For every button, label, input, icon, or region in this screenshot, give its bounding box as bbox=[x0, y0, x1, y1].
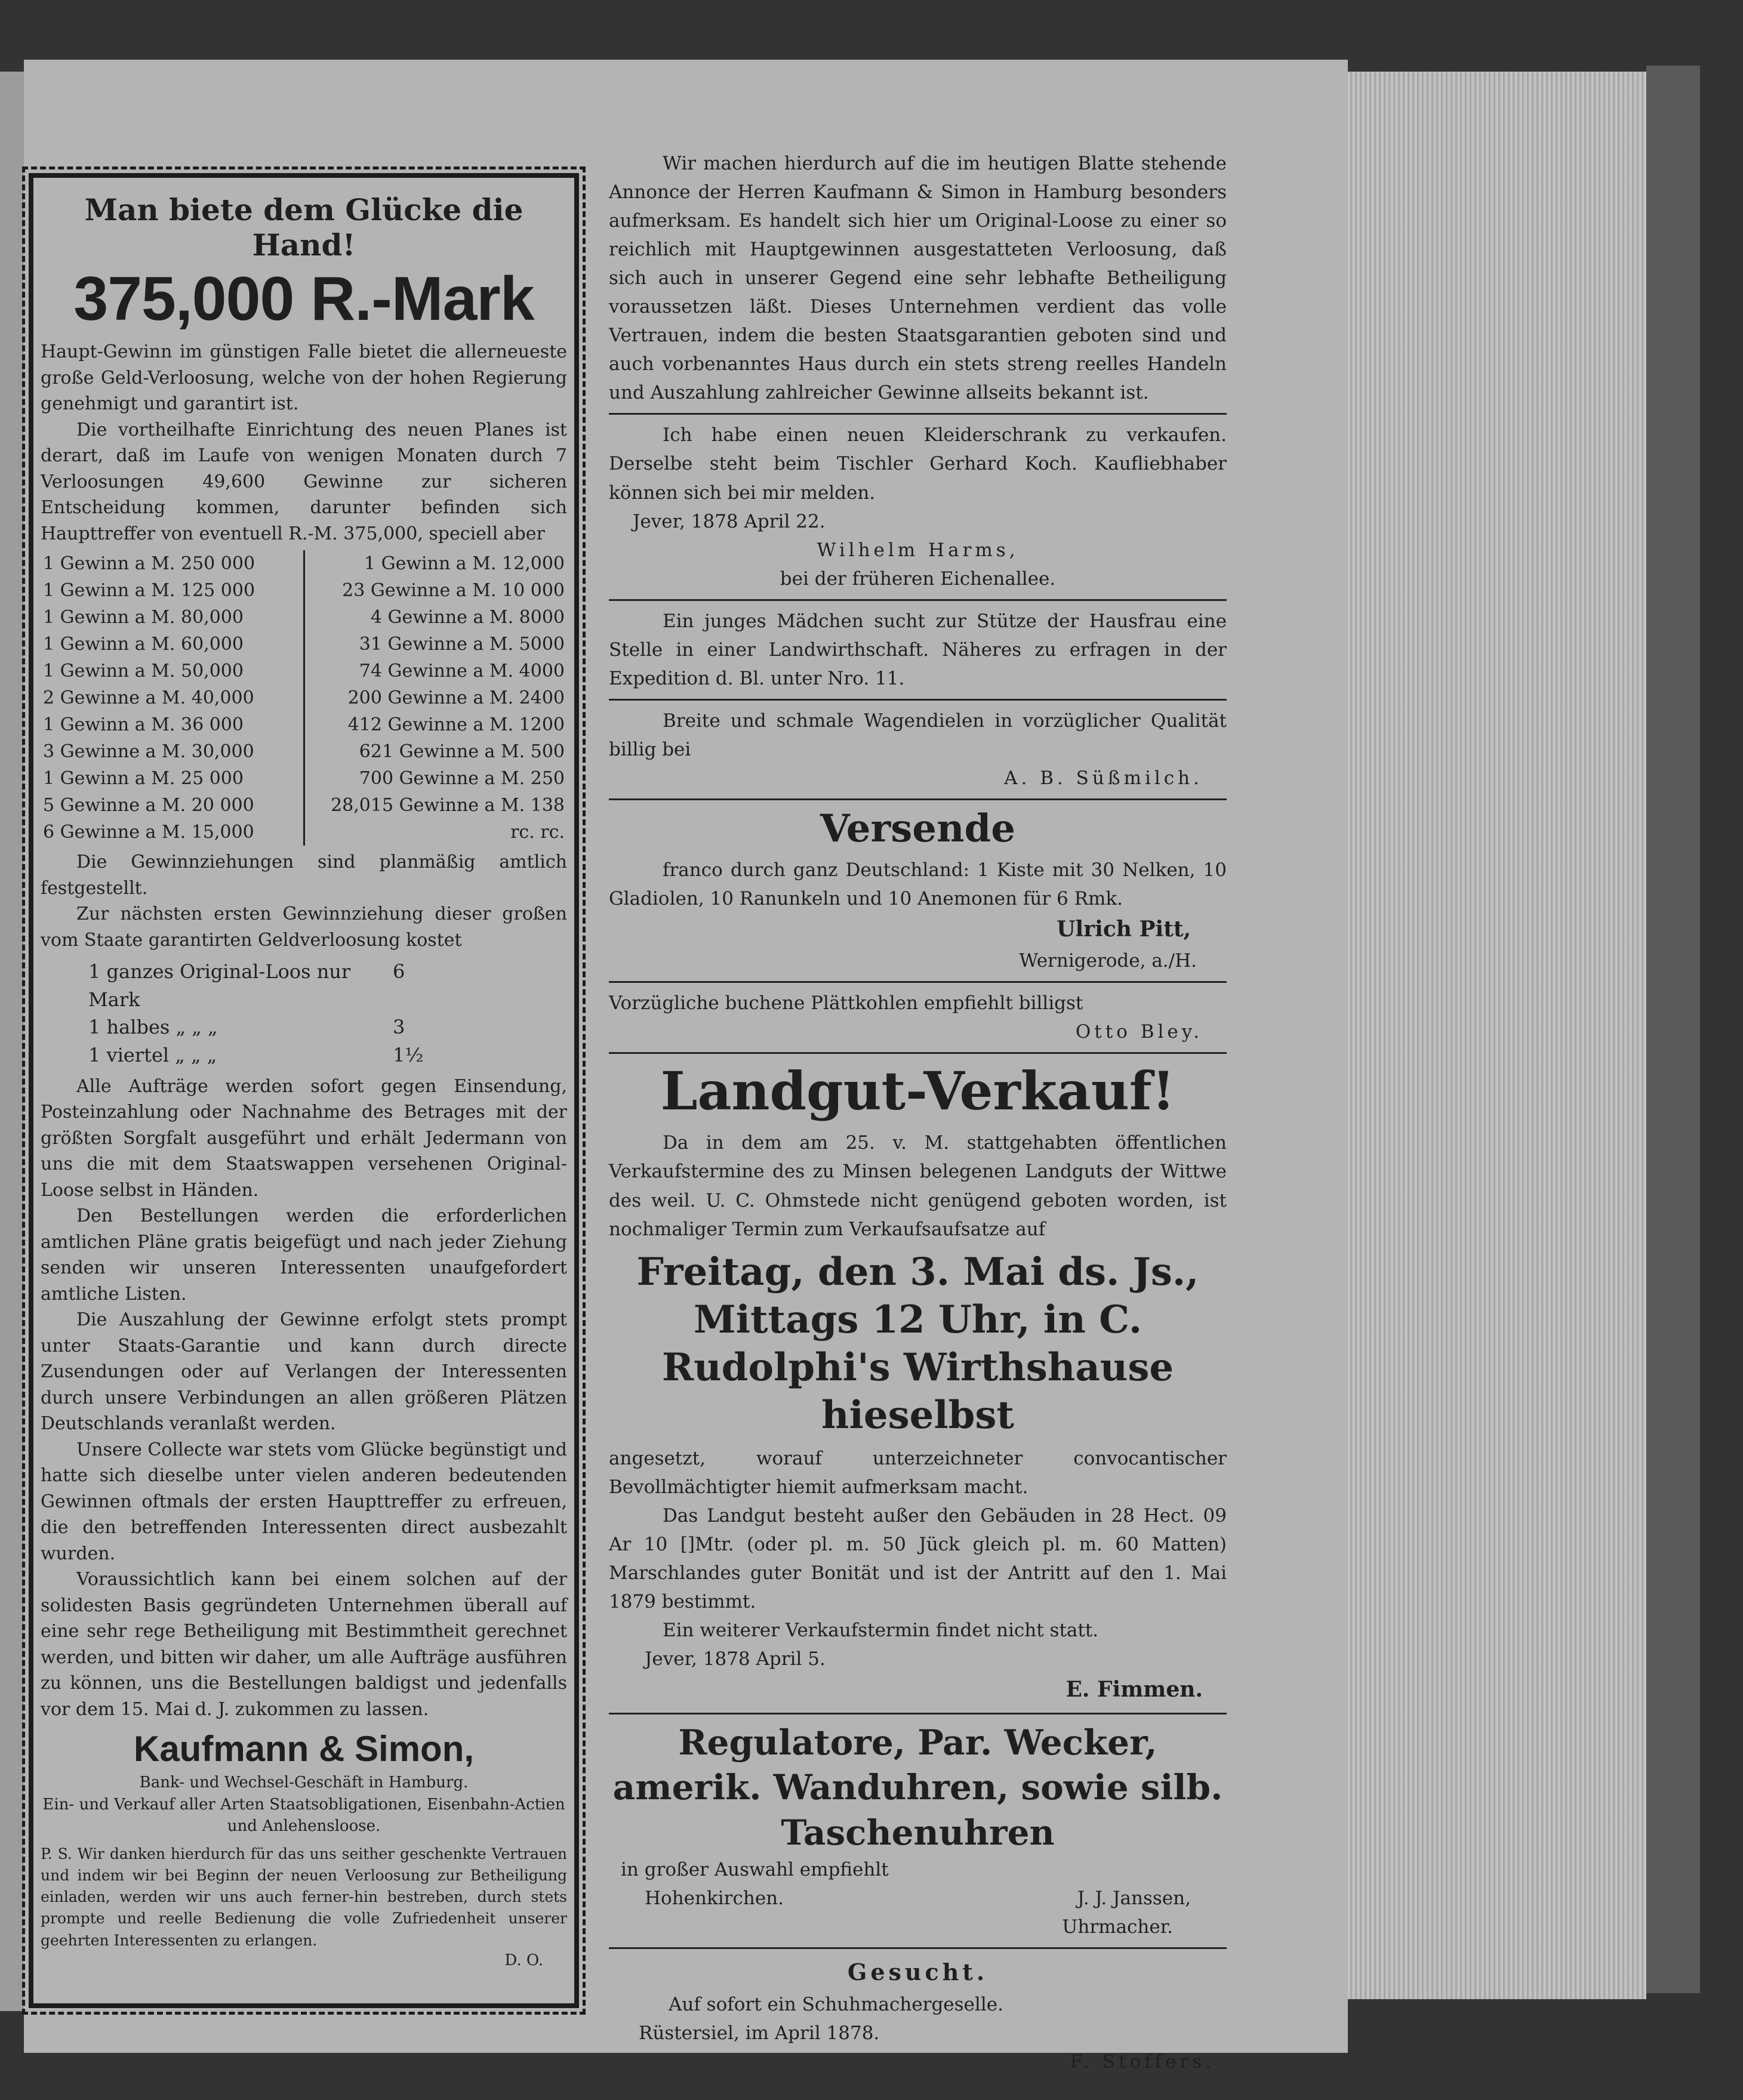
price-row: 1 ganzes Original-Loos nur Mark 6 bbox=[88, 960, 405, 1011]
firm-subtitle: Ein- und Verkauf aller Arten Staatsobligationen, Eisenbahn-Actien und Anlehensloose. bbox=[42, 1795, 565, 1836]
price-list bbox=[88, 958, 567, 1069]
prize-row bbox=[41, 631, 567, 658]
divider bbox=[609, 1713, 1227, 1714]
prize-cell: 4 Gewinne a M. 8000 bbox=[370, 607, 565, 628]
prize-cell: 1 Gewinn a M. 80,000 bbox=[41, 604, 304, 631]
ad-text: Ein junges Mädchen sucht zur Stütze der Hausfrau eine Stelle in einer Landwirthschaft. Näheres zu erfragen in der Expedition d. Bl. unter Nro. 11. bbox=[609, 610, 1227, 689]
uhren-title: Regulatore, Par. Wecker, amerik. Wanduhren, sowie silb. Taschenuhren bbox=[612, 1722, 1223, 1853]
right-column bbox=[609, 149, 1227, 2076]
ad-signature: Wernigerode, a./H. bbox=[1019, 949, 1197, 972]
firm-subtitle: Bank- und Wechsel-Geschäft in Hamburg. bbox=[139, 1774, 469, 1792]
landgut-title: Landgut-Verkauf! bbox=[660, 1059, 1175, 1122]
ad-signature: A. B. Süßmilch. bbox=[1004, 767, 1203, 789]
prize-cell: rc. rc. bbox=[510, 822, 565, 843]
ad-signature: F. Stoffers. bbox=[1070, 2051, 1215, 2073]
ad-para: Die vortheilhafte Einrichtung des neuen Planes ist derart, daß im Laufe von wenigen Monaten durch 7 Verloosungen 49,600 Gewinne zur sicheren Entscheidung kommen, darunter befinden sich Haupttreffer von eventuell R.-M. 375,000, speciell aber bbox=[41, 419, 567, 544]
ad-signature: Uhrmacher. bbox=[1062, 1916, 1173, 1938]
ad-para: Die Auszahlung der Gewinne erfolgt stets prompt unter Staats-Garantie und kann durch directe Zusendungen oder auf Verlangen der Interessenten durch unsere Verbindungen an allen größeren Plätzen Deutschlands veranlaßt werden. bbox=[41, 1309, 567, 1435]
ad-para: Zur nächsten ersten Gewinnziehung dieser großen vom Staate garantirten Geldverloosung kostet bbox=[41, 903, 567, 951]
ad-text: franco durch ganz Deutschland: 1 Kiste mit 30 Nelken, 10 Gladiolen, 10 Ranunkeln und 10 Anemonen für 6 Rmk. bbox=[609, 859, 1227, 909]
price-row: 1 halbes „ „ „ 3 bbox=[88, 1016, 405, 1039]
prize-row bbox=[41, 684, 567, 711]
ad-date: Rüstersiel, im April 1878. bbox=[639, 2022, 880, 2045]
prize-cell: 1 Gewinn a M. 36 000 bbox=[41, 711, 304, 738]
firm-name: Kaufmann & Simon, bbox=[133, 1729, 475, 1769]
prize-cell: 3 Gewinne a M. 30,000 bbox=[41, 738, 304, 765]
ad-signature: J. J. Janssen, bbox=[1077, 1887, 1191, 1909]
prize-cell: 6 Gewinne a M. 15,000 bbox=[41, 819, 304, 846]
divider bbox=[609, 599, 1227, 601]
book-cover-edge bbox=[1646, 66, 1700, 1993]
prize-row bbox=[41, 550, 567, 577]
price-row: 1 viertel „ „ „ 1½ bbox=[88, 1043, 424, 1066]
prize-row bbox=[41, 577, 567, 604]
prize-row bbox=[41, 792, 567, 819]
prize-cell: 700 Gewinne a M. 250 bbox=[359, 768, 565, 790]
prize-cell: 23 Gewinne a M. 10 000 bbox=[342, 580, 565, 602]
ad-text: in großer Auswahl empfiehlt bbox=[621, 1858, 889, 1880]
notice-text: Wir machen hierdurch auf die im heutigen Blatte stehende Annonce der Herren Kaufmann & Simon in Hamburg besonders aufmerksam. Es handelt sich hier um Original-Loose zu einer so reichlich mit Hauptgewinnen ausgestatteten Verloosung, daß sich auch in unserer Gegend eine sehr lebhafte Betheiligung voraussetzen läßt. Dieses Unternehmen verdient das volle Vertrauen, indem die besten Staatsgarantien geboten sind und auch vorbenanntes Haus durch ein stets streng reelles Handeln und Auszahlung zahlreicher Gewinne allseits bekannt ist. bbox=[609, 153, 1227, 404]
prize-cell: 1 Gewinn a M. 60,000 bbox=[41, 631, 304, 658]
ad-date: Jever, 1878 April 22. bbox=[633, 510, 826, 532]
prize-cell: 1 Gewinn a M. 250 000 bbox=[41, 550, 304, 577]
ad-date: Jever, 1878 April 5. bbox=[645, 1648, 826, 1670]
ad-signature: Otto Bley. bbox=[1075, 1020, 1203, 1043]
ad-signature: Ulrich Pitt, bbox=[1057, 916, 1191, 942]
divider bbox=[609, 798, 1227, 800]
postscript: P. S. Wir danken hierdurch für das uns seither geschenkte Vertrauen und indem wir bei Beginn der neuen Verloosung zur Betheiligung einladen, werden wir uns auch ferner-hin bestreben, durch stets prompte und reelle Bedienung die volle Zufriedenheit unserer geehrten Interessenten zu erlangen. bbox=[41, 1845, 567, 1949]
prize-row bbox=[41, 711, 567, 738]
versende-title: Versende bbox=[820, 806, 1015, 851]
prize-cell: 621 Gewinne a M. 500 bbox=[359, 741, 565, 763]
prize-row bbox=[41, 819, 567, 846]
divider bbox=[609, 699, 1227, 701]
ad-text: Breite und schmale Wagendielen in vorzüglicher Qualität billig bei bbox=[609, 710, 1227, 760]
prize-row bbox=[41, 604, 567, 631]
ad-place: Hohenkirchen. bbox=[645, 1887, 784, 1909]
prize-cell: 200 Gewinne a M. 2400 bbox=[347, 687, 565, 709]
ad-text: Da in dem am 25. v. M. stattgehabten öffentlichen Verkaufstermine des zu Minsen belegenen Landguts der Wittwe des weil. U. C. Ohmstede nicht genügend geboten worden, ist nochmaliger Termin zum Verkaufsaufsatze auf bbox=[609, 1132, 1227, 1240]
prize-cell: 412 Gewinne a M. 1200 bbox=[347, 714, 565, 736]
postscript-signature: D. O. bbox=[504, 1951, 543, 1969]
prize-cell: 74 Gewinne a M. 4000 bbox=[359, 661, 565, 682]
lottery-advertisement bbox=[29, 173, 579, 2008]
prize-row bbox=[41, 658, 567, 684]
ad-text: Vorzügliche buchene Plättkohlen empfiehlt billigst bbox=[609, 992, 1083, 1014]
ad-text: Das Landgut besteht außer den Gebäuden in 28 Hect. 09 Ar 10 []Mtr. (oder pl. m. 50 Jück gleich pl. m. 60 Matten) Marschlandes guter Bonität und ist der Antritt auf den 1. Mai 1879 bestimmt. bbox=[609, 1504, 1227, 1612]
gesucht-title: Gesucht. bbox=[847, 1959, 988, 1986]
prize-cell: 1 Gewinn a M. 50,000 bbox=[41, 658, 304, 684]
ad-para: Die Gewinnziehungen sind planmäßig amtlich festgestellt. bbox=[41, 852, 567, 899]
ad-para: Voraussichtlich kann bei einem solchen auf der solidesten Basis gegründeten Unternehmen überall auf eine sehr rege Betheiligung mit Bestimmtheit gerechnet werden, und bitten wir daher, um alle Aufträge ausführen zu können, uns die Bestellungen baldigst und jedenfalls vor dem 15. Mai d. J. zukommen zu lassen. bbox=[41, 1569, 567, 1720]
previous-page-edge bbox=[0, 72, 24, 2011]
divider bbox=[609, 981, 1227, 983]
prize-table bbox=[41, 550, 567, 846]
ad-text: Ich habe einen neuen Kleiderschrank zu verkaufen. Derselbe steht beim Tischler Gerhard Koch. Kaufliebhaber können sich bei mir melden. bbox=[609, 424, 1227, 504]
book-page-edges bbox=[1348, 72, 1646, 1999]
prize-row bbox=[41, 765, 567, 792]
divider bbox=[609, 1052, 1227, 1054]
prize-cell: 5 Gewinne a M. 20 000 bbox=[41, 792, 304, 819]
prize-row bbox=[41, 738, 567, 765]
ad-para: Unsere Collecte war stets vom Glücke begünstigt und hatte sich dieselbe unter vielen anderen bedeutenden Gewinnen oftmals der ersten Haupttreffer zu erfreuen, die den betreffenden Interessenten direct ausbezahlt wurden. bbox=[41, 1439, 567, 1564]
ad-text: Auf sofort ein Schuhmachergeselle. bbox=[669, 1993, 1003, 2015]
prize-cell: 31 Gewinne a M. 5000 bbox=[359, 634, 565, 655]
auction-date: Freitag, den 3. Mai ds. Js., Mittags 12 Uhr, in C. Rudolphi's Wirthshause hieselbst bbox=[636, 1249, 1199, 1438]
prize-cell: 28,015 Gewinne a M. 138 bbox=[331, 795, 565, 816]
prize-cell: 1 Gewinn a M. 25 000 bbox=[41, 765, 304, 792]
ad-signature: Wilhelm Harms, bbox=[817, 539, 1019, 561]
ad-para: Alle Aufträge werden sofort gegen Einsendung, Posteinzahlung oder Nachnahme des Betrages mit der größten Sorgfalt ausgeführt und erhält Jedermann von uns die mit dem Staatswappen versehenen Original-Loose selbst in Händen. bbox=[41, 1075, 567, 1201]
divider bbox=[609, 413, 1227, 415]
ad-headline: Man biete dem Glücke die Hand! bbox=[84, 192, 523, 263]
ad-text: angesetzt, worauf unterzeichneter convocantischer Bevollmächtigter hiemit aufmerksam macht. bbox=[609, 1447, 1227, 1498]
prize-cell: 1 Gewinn a M. 12,000 bbox=[364, 553, 565, 575]
ad-intro: Haupt-Gewinn im günstigen Falle bietet die allerneueste große Geld-Verloosung, welche von der hohen Regierung genehmigt und garantirt ist. bbox=[41, 341, 567, 415]
prize-cell: 2 Gewinne a M. 40,000 bbox=[41, 684, 304, 711]
ad-signature: E. Fimmen. bbox=[1065, 1676, 1203, 1702]
ad-text: Ein weiterer Verkaufstermin findet nicht statt. bbox=[663, 1619, 1099, 1641]
ad-amount: 375,000 R.-Mark bbox=[73, 264, 534, 334]
ad-para: Den Bestellungen werden die erforderlichen amtlichen Pläne gratis beigefügt und nach jeder Ziehung senden wir unseren Interessenten unaufgefordert amtliche Listen. bbox=[41, 1205, 567, 1305]
ad-footer bbox=[609, 1884, 1227, 1913]
ad-signature: bei der früheren Eichenallee. bbox=[780, 568, 1056, 590]
prize-cell: 1 Gewinn a M. 125 000 bbox=[41, 577, 304, 604]
divider bbox=[609, 1947, 1227, 1949]
